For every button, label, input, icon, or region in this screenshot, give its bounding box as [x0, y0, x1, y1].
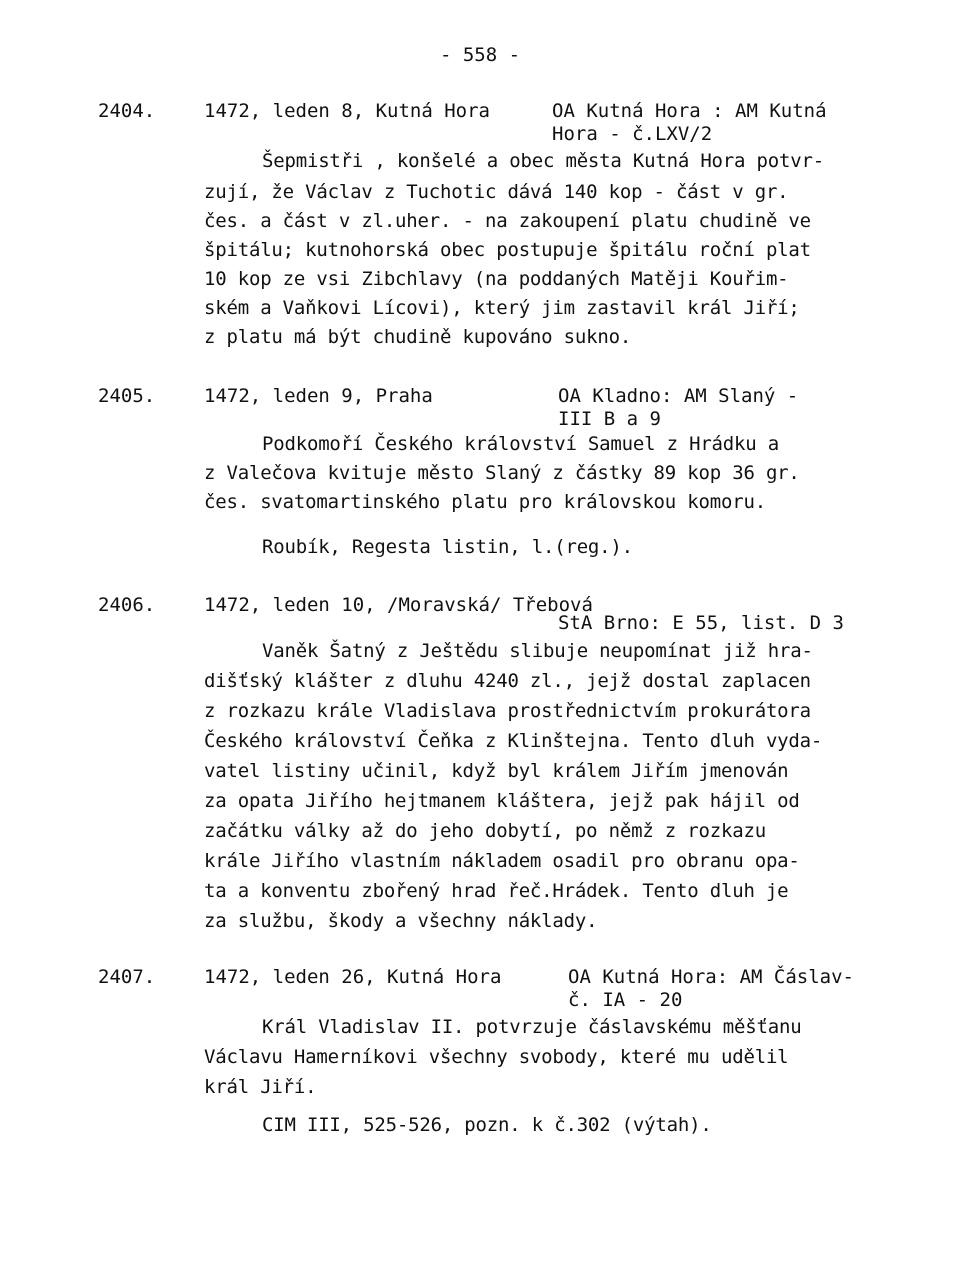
archive-line: III B a 9 [558, 408, 661, 430]
entry-text-line: za opata Jiřího hejtmanem kláštera, jejž pak hájil od [204, 790, 800, 812]
entry-date-place: 1472, leden 9, Praha [204, 385, 433, 407]
entry-text-line: Vaněk Šatný z Ještědu slibuje neupomínat již hra- [262, 640, 813, 662]
entry-text-line: zují, že Václav z Tuchotic dává 140 kop - část v gr. [204, 181, 789, 203]
archive-line: č. IA - 20 [568, 989, 683, 1011]
entry-text-line: král Jiří. [204, 1076, 317, 1098]
entry-text-line: Českého království Čeňka z Klinštejna. Tento dluh vyda- [204, 730, 823, 752]
entry-date-place: 1472, leden 8, Kutná Hora [204, 100, 490, 122]
entry-number: 2406. [98, 594, 156, 616]
entry-archive [552, 100, 827, 146]
entry-note: CIM III, 525-526, pozn. k č.302 (výtah). [262, 1114, 712, 1136]
entry-text-line: Král Vladislav II. potvrzuje čáslavskému měšťanu [262, 1016, 802, 1038]
entry-text-line: Podkomoří Českého království Samuel z Hrádku a [262, 433, 779, 455]
entry-text-line: čes. svatomartinského platu pro královskou komoru. [204, 491, 766, 513]
entry-text-line: Šepmistři , konšelé a obec města Kutná Hora potvr- [262, 150, 824, 172]
entry-number: 2405. [98, 385, 156, 407]
entry-text-line: ta a konventu zbořený hrad řeč.Hrádek. Tento dluh je [204, 880, 789, 902]
archive-line: Hora - č.LXV/2 [552, 123, 713, 145]
page-number: - 558 - [439, 44, 521, 66]
entry-text-line: vatel listiny učinil, když byl králem Jiřím jmenován [204, 760, 789, 782]
entry-archive [558, 385, 798, 431]
entry-text-line: čes. a část v zl.uher. - na zakoupení platu chudině ve [204, 210, 811, 232]
entry-date-place: 1472, leden 26, Kutná Hora [204, 966, 502, 988]
entry-text-line: krále Jiřího vlastním nákladem osadil pro obranu opa- [204, 850, 800, 872]
entry-archive [568, 966, 854, 1012]
entry-archive [558, 612, 844, 635]
entry-number: 2404. [98, 100, 156, 122]
entry-text-line: za službu, škody a všechny náklady. [204, 910, 598, 932]
entry-text-line: z rozkazu krále Vladislava prostřednictvím prokurátora [204, 700, 811, 722]
entry-text-line: 10 kop ze vsi Zibchlavy (na poddaných Matěji Kouřim- [204, 268, 789, 290]
entry-text-line: začátku války až do jeho dobytí, po němž z rozkazu [204, 820, 766, 842]
entry-text-line: Václavu Hamerníkovi všechny svobody, které mu udělil [204, 1046, 789, 1068]
archive-line: OA Kutná Hora: AM Čáslav- [568, 966, 854, 988]
entry-text-line: z Valečova kvituje město Slaný z částky 89 kop 36 gr. [204, 462, 800, 484]
archive-line: OA Kladno: AM Slaný - [558, 385, 799, 407]
archive-line: StA Brno: E 55, list. D 3 [558, 612, 844, 634]
entry-text-line: dišťský klášter z dluhu 4240 zl., jejž dostal zaplacen [204, 670, 811, 692]
archive-line: OA Kutná Hora : AM Kutná [552, 100, 827, 122]
entry-text-line: ském a Vaňkovi Lícovi), který jim zastavil král Jiří; [204, 297, 800, 319]
entry-note: Roubík, Regesta listin, l.(reg.). [262, 536, 633, 558]
entry-text-line: z platu má být chudině kupováno sukno. [204, 326, 632, 348]
entry-text-line: špitálu; kutnohorská obec postupuje špitálu roční plat [204, 239, 811, 261]
entry-number: 2407. [98, 966, 156, 988]
entry-date-place: 1472, leden 10, /Moravská/ Třebová [204, 594, 593, 616]
